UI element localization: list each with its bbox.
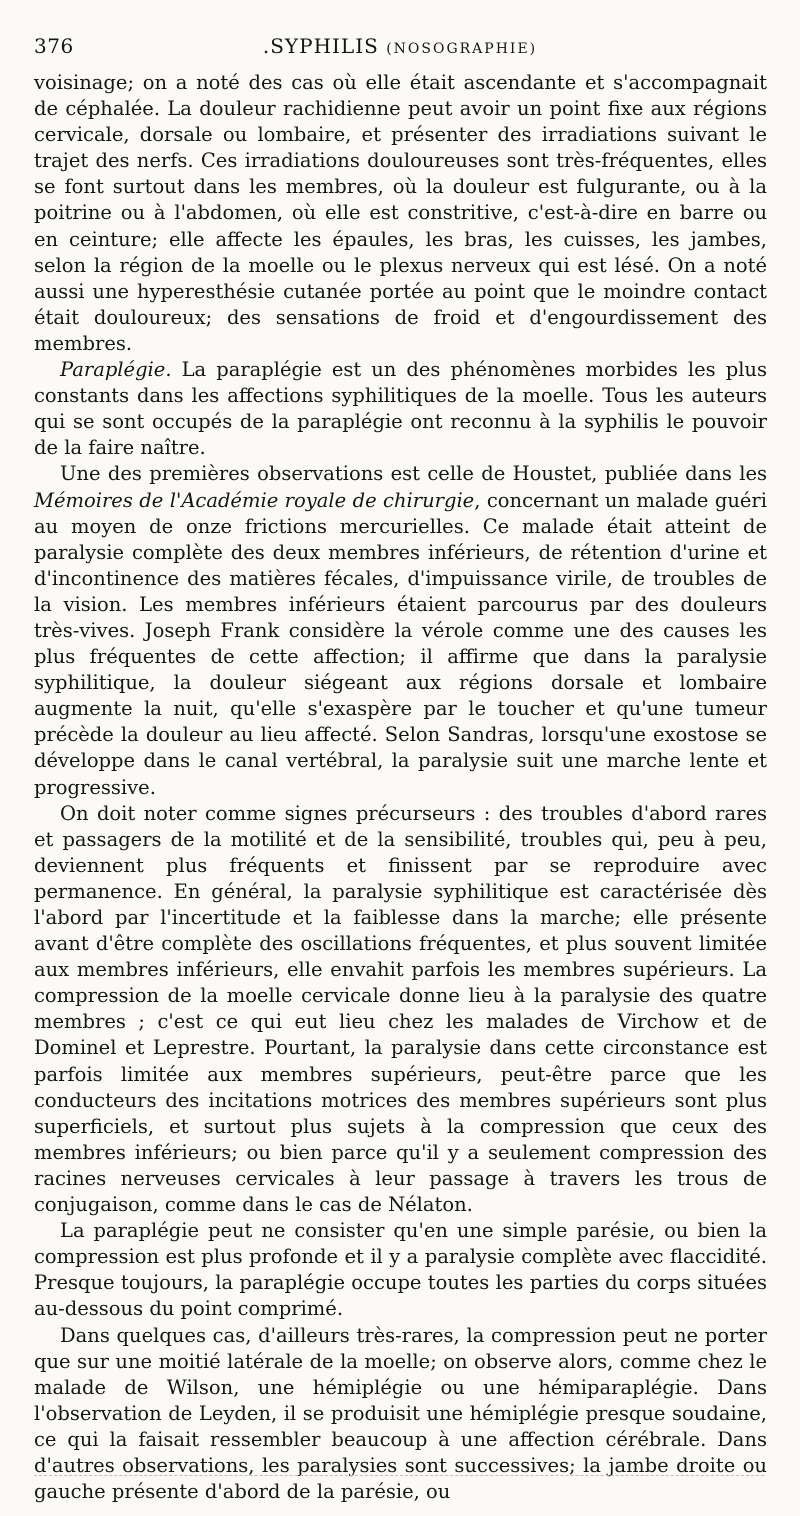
paragraph-houstet — [34, 461, 767, 800]
paragraph-text: La paraplégie peut ne consister qu'en une simple parésie, ou bien la compression est plus profonde et il y a paralysie complète avec flaccidité. Presque toujours, la paraplégie occupe toutes les parties du corps situées au-dessous du point comprimé. — [34, 1219, 767, 1321]
page-number: 376 — [34, 34, 74, 58]
running-head-title: .SYPHILIS — [262, 34, 379, 58]
paragraph-text: voisinage; on a noté des cas où elle était ascendante et s'accompagnait de céphalée. La douleur rachidienne peut avoir un point fixe aux régions cervicale, dorsale ou lombaire, et présenter des irradiations suivant le trajet des nerfs. Ces irradiations douloureuses sont très-fréquentes, elles se font surtout dans les membres, où la douleur est fulgurante, ou à la poitrine ou à l'abdomen, où elle est constritive, c'est-à-dire en barre ou en ceinture; elle affecte les épaules, les bras, les cuisses, les jambes, selon la région de la moelle ou le plexus nerveux qui est lésé. On a noté aussi une hyperesthésie cutanée portée au point que le moindre contact était douloureux; des sensations de froid et d'engourdissement des membres. — [34, 71, 767, 355]
running-head — [34, 34, 766, 58]
paragraph-text: , concernant un malade guéri au moyen de onze frictions mercurielles. Ce malade était atteint de paralysie complète des deux membres inférieurs, de rétention d'urine et d'incontinence des matières fécales, d'impuissance virile, de troubles de la vision. Les membres inférieurs étaient parcourus par des douleurs très-vives. Joseph Frank considère la vérole comme une des causes les plus fréquentes de cette affection; il affirme que dans la paralysie syphilitique, la douleur siégeant aux régions dorsale et lombaire augmente la nuit, qu'elle s'exaspère par le toucher et qu'une tumeur précède la douleur au lieu affecté. Selon Sandras, lorsqu'une exostose se développe dans le canal vertébral, la paralysie suit une marche lente et progressive. — [34, 488, 767, 799]
paragraph-signes-precurseurs — [34, 801, 767, 1219]
paragraph-text: Une des premières observations est celle de Houstet, publiée dans les — [60, 462, 767, 486]
paragraph-douleur-rachidienne — [34, 70, 767, 357]
cited-work-title: Mémoires de l'Académie royale de chirurgie — [34, 488, 475, 512]
paragraph-text: La paraplégie est un des phénomènes morbides les plus constants dans les affections syphilitiques de la moelle. Tous les auteurs qui se sont occupés de la paraplégie ont reconnu à la syphilis le pouvoir de la faire naître. — [34, 358, 767, 460]
paragraph-text: Dans quelques cas, d'ailleurs très-rares, la compression peut ne porter que sur une moitié latérale de la moelle; on observe alors, comme chez le malade de Wilson, une hémiplégie ou une hémiparaplégie. Dans l'observation de Leyden, il se produisit une hémiplégie presque soudaine, ce qui la faisait ressembler beaucoup à une affection cérébrale. Dans d'autres observations, les paralysies sont successives; la jambe droite ou gauche présente d'abord de la parésie, ou — [34, 1323, 767, 1504]
running-head-subtitle: (NOSOGRAPHIE) — [386, 41, 538, 57]
footer-dotted-rule — [34, 1475, 764, 1476]
paragraph-text: On doit noter comme signes précurseurs : des troubles d'abord rares et passagers de la motilité et de la sensibilité, troubles qui, peu à peu, deviennent plus fréquents et finissent par se reproduire avec permanence. En général, la paralysie syphilitique est caractérisée dès l'abord par l'incertitude et la faiblesse dans la marche; elle présente avant d'être complète des oscillations fréquentes, et plus souvent limitée aux membres inférieurs, elle envahit parfois les membres supérieurs. La compression de la moelle cervicale donne lieu à la paralysie des quatre membres ; c'est ce qui eut lieu chez les malades de Virchow et de Dominel et Leprestre. Pourtant, la paralysie dans cette circonstance est parfois limitée aux membres supérieurs, peut-être parce que les conducteurs des incitations motrices des membres supérieurs sont plus superficiels, et surtout plus sujets à la compression que ceux des membres inférieurs; ou bien parce qu'il y a seulement compression des racines nerveuses cervicales à leur passage à travers les trous de conjugaison, comme dans le cas de Nélaton. — [34, 801, 767, 1217]
paragraph-hemiplegie — [34, 1323, 767, 1506]
page-header — [34, 34, 766, 64]
paragraph-paresie — [34, 1218, 767, 1322]
paragraph-paraplegie — [34, 357, 767, 461]
body-text — [34, 70, 767, 1505]
section-lead: Paraplégie. — [60, 358, 172, 382]
